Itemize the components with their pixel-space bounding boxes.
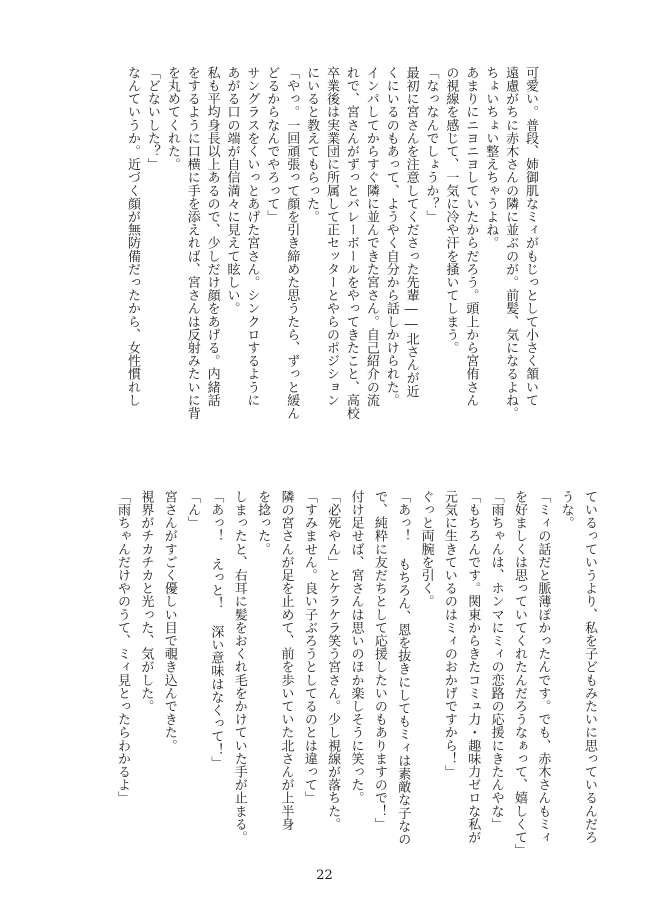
text-column: を丸めてくれた。 bbox=[164, 66, 180, 171]
text-column: 可愛い。普段、姉御肌なミィがもじっとして小さく頷いて bbox=[523, 66, 538, 407]
text-column: 「もちろんです。関東からきたコミュ力・趣味力ゼロな私が bbox=[465, 490, 481, 844]
text-column: にいると教えてもらった。 bbox=[304, 66, 320, 224]
lower-text-block bbox=[112, 490, 599, 874]
text-column: 「ミィの話だと脈薄ぽかったんです。でも、赤木さんもミィ bbox=[535, 490, 551, 844]
text-column: しまったと、右耳に髪をおくれ毛をかけていた手が止まる。 bbox=[231, 490, 247, 844]
text-column: 「あっ！ えっと！ 深い意味はなくって！」 bbox=[208, 490, 224, 770]
text-column: 元気に生きているのはミィのおかげですから！」 bbox=[441, 490, 457, 779]
text-column: 「必死やん」とケラケラ笑う宮さん。少し視線が落ちた。 bbox=[325, 490, 341, 831]
text-column: どるからなんでやろって」 bbox=[264, 66, 280, 224]
text-column: 卒業後は実業団に所属して正セッターとやらのポジション bbox=[324, 66, 339, 407]
text-column: あがる口の端が自信満々に見えて眩しい。 bbox=[224, 66, 240, 315]
text-column: ちょいちょい整えちゃうよね。 bbox=[483, 66, 499, 250]
text-column: の視線を感じて、一気に冷や汗を掻いてしまう。 bbox=[443, 66, 459, 355]
text-column: 隣の宮さんが足を止めて、前を歩いていた北さんが上半身 bbox=[278, 490, 294, 831]
page-number: 22 bbox=[316, 868, 333, 883]
text-column: を好ましくは思っていてくれたんだろうなぁって、嬉しくて」 bbox=[511, 490, 527, 857]
text-column: 最初に宮さんを注意してくださった先輩――北さんが近 bbox=[403, 66, 419, 398]
text-column: インパしてからすぐ隣に並んできた宮さん。自己紹介の流 bbox=[363, 66, 379, 407]
text-column: あまりにニヨニヨしていたからだろう。頭上から宮侑さん bbox=[463, 66, 479, 407]
text-column: ぐっと両腕を引く。 bbox=[418, 490, 434, 608]
text-column: くにいるのもあって、ようやく自分から話しかけられた。 bbox=[383, 66, 399, 407]
text-column: ているっていうより、私を子どもみたいに思っているんだろ bbox=[582, 490, 597, 844]
text-column: 視界がチカチカと光った、気がした。 bbox=[138, 490, 154, 713]
text-column: 宮さんがすごく優しい目で覗き込んできた。 bbox=[161, 490, 177, 752]
text-column: をするように口横に手を添えれば、宮さんは反射みたいに背 bbox=[184, 66, 200, 420]
text-column: 「やっ。一回頑張って顔を引き締めた思うたら、ずっと緩ん bbox=[284, 66, 300, 420]
text-column: 私も平均身長以上あるので、少しだけ顔をあげる。内緒話 bbox=[204, 66, 220, 407]
text-column: 「ん」 bbox=[185, 490, 201, 530]
text-column: 「どないした？」 bbox=[144, 66, 160, 171]
text-column: 「すみません。良い子ぶろうとしてるのとは違って」 bbox=[301, 490, 317, 805]
text-column: 「なっなんでしょうか？」 bbox=[423, 66, 439, 224]
text-column: で、純粋に友だちとして応援したいのもありますので！」 bbox=[371, 490, 387, 831]
text-column: れで、宮さんがずっとバレーボールをやってきたこと、高校 bbox=[343, 66, 359, 420]
text-column: なんていうか。近づく顔が無防備だったから、女性慣れし bbox=[125, 66, 140, 407]
text-column: 「雨ちゃんは、ホンマにミィの恋路の応援にきたんやな」 bbox=[488, 490, 504, 831]
text-column: 「雨ちゃんだけやのうて、ミィ見とったらわかるよ」 bbox=[115, 490, 130, 805]
text-column: 付け足せば、宮さんは思いのほか楽しそうに笑った。 bbox=[348, 490, 364, 805]
text-column: サングラスをくいっとあげた宮さん。シンクロするように bbox=[244, 66, 260, 407]
upper-text-block bbox=[122, 66, 540, 450]
text-column: 遠慮がちに赤木さんの隣に並ぶのが。前髪、気になるよね。 bbox=[503, 66, 519, 420]
text-column: を捻った。 bbox=[255, 490, 271, 556]
text-column: 「あっ！ もちろん、恩を抜きにしてもミィは素敵な子なの bbox=[395, 490, 411, 846]
text-column: うな。 bbox=[558, 490, 574, 530]
